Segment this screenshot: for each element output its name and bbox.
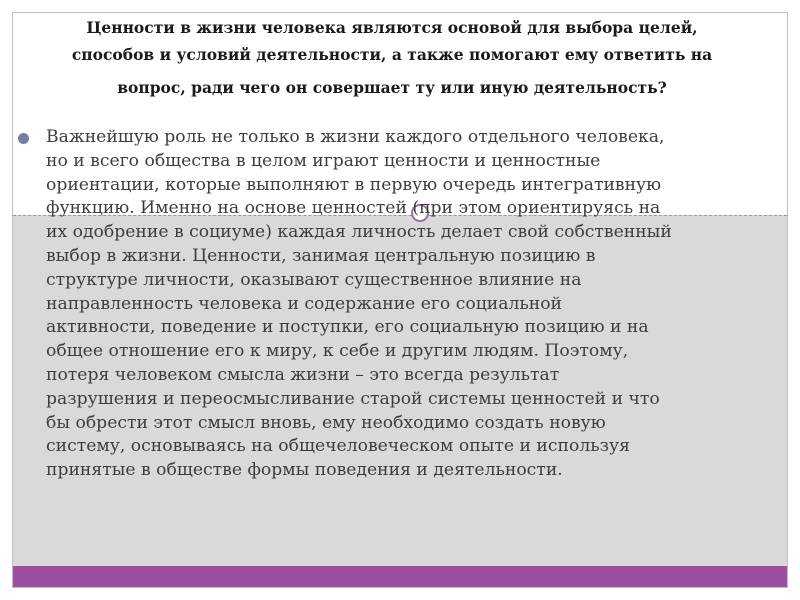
title-line-1: Ценности в жизни человека являются основой для выбора целей,: [86, 18, 698, 37]
slide-bottom-accent-bar: [13, 566, 787, 588]
title-line-2: способов и условий деятельности, а также помогают ему ответить на: [71, 45, 713, 64]
paragraph-line: но и всего общества в целом играют ценности и ценностные: [46, 150, 601, 171]
bullet-paragraph: [46, 126, 762, 483]
paragraph-line: разрушения и переосмысливание старой системы ценностей и что: [46, 388, 660, 409]
paragraph-line: их одобрение в социуме) каждая личность делает свой собственный: [46, 222, 672, 243]
paragraph-line: структуре личности, оказывают существенное влияние на: [46, 269, 582, 290]
slide-title: [52, 14, 732, 101]
paragraph-line: бы обрести этот смысл вновь, ему необходимо создать новую: [46, 412, 606, 433]
paragraph-line: ориентации, которые выполняют в первую очередь интегративную: [46, 174, 662, 195]
paragraph-line: систему, основываясь на общечеловеческом опыте и используя: [46, 436, 630, 457]
paragraph-line: выбор в жизни. Ценности, занимая центральную позицию в: [46, 245, 596, 266]
paragraph-line: потеря человеком смысла жизни – это всегда результат: [46, 364, 560, 385]
paragraph-line: принятые в обществе формы поведения и деятельности.: [46, 460, 563, 481]
paragraph-line: функцию. Именно на основе ценностей (при этом ориентируясь на: [46, 198, 661, 219]
paragraph-line: активности, поведение и поступки, его социальную позицию и на: [46, 317, 649, 338]
paragraph-line: общее отношение его к миру, к себе и другим людям. Поэтому,: [46, 341, 629, 362]
bullet-icon: [18, 133, 29, 144]
paragraph-line: Важнейшую роль не только в жизни каждого отдельного человека,: [46, 127, 665, 147]
title-line-3: вопрос, ради чего он совершает ту или иную деятельность?: [117, 78, 667, 97]
paragraph-line: направленность человека и содержание его социальной: [46, 293, 562, 314]
